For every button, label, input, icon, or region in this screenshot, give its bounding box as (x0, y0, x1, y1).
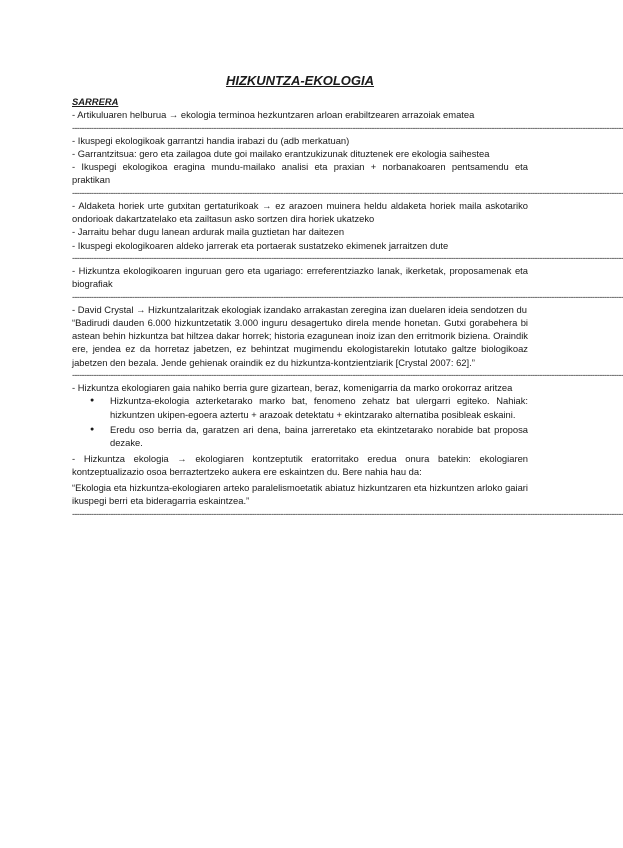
separator-line: -------------------------------------------------------------------------------------------------------------------------------------------------------------------------------------------------------------------------------------- (72, 252, 623, 263)
separator-line: -------------------------------------------------------------------------------------------------------------------------------------------------------------------------------------------------------------------------------------- (72, 187, 623, 198)
list-item: ● Eredu oso berria da, garatzen ari dena, baina jarreretako eta ekintzetarako norabide bat proposa dezake. (110, 423, 528, 450)
page-title: HIZKUNTZA-EKOLOGIA (225, 73, 375, 88)
paragraph-global-influence: - Ikuspegi ekologikoa eragina mundu-mailako analisi eta praxian + norbanakoaren pentsamendu eta praktikan (72, 161, 528, 186)
paragraph-ecology-importance: - Ikuspegi ekologikoak garrantzi handia irabazi du (adb merkatuan) (72, 134, 350, 146)
paragraph-responsibility: - Garrantzitsua: gero eta zailagoa dute goi mailako erantzukizunak dituztenek ere ekologia saihestea (72, 147, 490, 159)
paragraph-changes: - Aldaketa horiek urte gutxitan gertaturikoak → ez arazoen muinera heldu aldaketa horiek maila askotariko ondorioak dakartzatelako eta zailtasun asko sortzen dira horiek ukatzeko (72, 199, 528, 225)
separator-line: -------------------------------------------------------------------------------------------------------------------------------------------------------------------------------------------------------------------------------------- (72, 508, 623, 519)
paragraph-references: - Hizkuntza ekologikoaren inguruan gero eta ugariago: erreferentziazko lanak, ikerketak, proposamenak eta biografiak (72, 264, 528, 290)
paragraph-aim: - Artikuluaren helburua → ekologia terminoa hezkuntzaren arloan erabiltzearen arrazoiak ematea (72, 109, 475, 121)
paragraph-framework-intro: - Hizkuntza ekologiaren gaia nahiko berria gure gizartean, beraz, komenigarria da marko orokorraz aritzea (72, 382, 513, 394)
separator-line: -------------------------------------------------------------------------------------------------------------------------------------------------------------------------------------------------------------------------------------- (72, 122, 623, 133)
paragraph-language-ecology: - Hizkuntza ekologia → ekologiaren kontzeptutik eratorritako eredua onura batekin: ekologiaren kontzeptualizazio osoa berraztertzeko aukera ere eskaintzen du. Bere nahia hau da: (72, 452, 528, 477)
paragraph-crystal: - David Crystal → Hizkuntzalaritzak ekologiak izandako arrakastan zeregina izan duelaren ideia sendotzen du (72, 303, 527, 315)
section-heading: SARRERA (72, 96, 119, 107)
paragraph-initiatives: - Ikuspegi ekologikoaren aldeko jarrerak eta portaerak sustatzeko ekimenek jarraitzen dute (72, 239, 449, 251)
bullet-list (72, 394, 528, 449)
separator-line: -------------------------------------------------------------------------------------------------------------------------------------------------------------------------------------------------------------------------------------- (72, 370, 623, 381)
paragraph-continue-work: - Jarraitu behar dugu lanean ardurak maila guztietan har daitezen (72, 226, 345, 238)
quote-crystal: “Badirudi dauden 6.000 hizkuntzetatik 3.000 inguru desagertuko direla mende honetan. Gutxi gorabehera bi astean behin hizkuntza bat hiltzea dakar horrek; historia ezagunean inoiz izan den erritmorik biziena. Oraindik ere, jendea ez da horretaz jabetzen, ez behintzat mugimendu ekologistarekin lotutako galtze biologikoaz jabetzen den bezala. Jende gehienak oraindik ez du hizkuntza-kontzientziarik [Crystal 2007: 62].” (72, 316, 528, 368)
quote-aim: “Ekologia eta hizkuntza-ekologiaren arteko paralelismoetatik abiatuz hizkuntzaren eta hizkuntzen arloko gaiari ikuspegi berri eta bideragarria eskaintzea.” (72, 482, 528, 507)
document-page (72, 72, 623, 520)
list-item: ● Hizkuntza-ekologia azterketarako marko bat, fenomeno zehatz bat ulergarri egiteko. Nahiak: hizkuntzen ukipen-egoera aztertu + arazoak detektatu + ekintzarako alternatiba posibleak eskaini. (110, 394, 528, 421)
separator-line: -------------------------------------------------------------------------------------------------------------------------------------------------------------------------------------------------------------------------------------- (72, 291, 623, 302)
